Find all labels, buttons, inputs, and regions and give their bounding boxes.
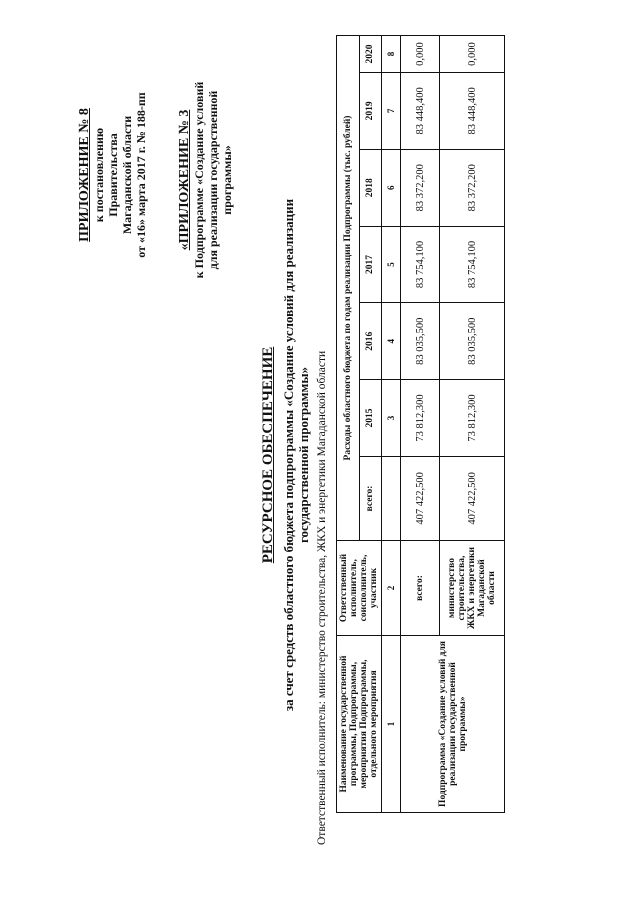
col-number-7: 7 bbox=[382, 73, 401, 150]
header-year-2018: 2018 bbox=[359, 149, 382, 226]
value-cell: 83 035,500 bbox=[440, 303, 505, 380]
value-cell: 83 372,200 bbox=[401, 149, 440, 226]
appendix-8-line2: Магаданской области bbox=[120, 115, 134, 235]
col-number-5: 5 bbox=[382, 226, 401, 303]
col-number-6: 6 bbox=[382, 149, 401, 226]
header-expenses: Расходы областного бюджета по годам реализации Подпрограммы (тыс. рублей) bbox=[337, 36, 360, 541]
appendix-8-title: ПРИЛОЖЕНИЕ № 8 bbox=[77, 108, 92, 242]
appendix-3-line1: к Подпрограмме «Создание условий bbox=[192, 81, 206, 279]
appendix-8-header bbox=[78, 85, 148, 265]
responsible-executor-line: Ответственный исполнитель: министерство строительства, ЖКХ и энергетики Магаданской области bbox=[316, 350, 328, 845]
header-year-2020: 2020 bbox=[359, 36, 382, 73]
header-year-2015: 2015 bbox=[359, 380, 382, 457]
document-title-block bbox=[260, 165, 311, 745]
appendix-3-line2: для реализации государственной bbox=[206, 90, 220, 270]
value-cell: 0,000 bbox=[440, 36, 505, 73]
document-title: РЕСУРСНОЕ ОБЕСПЕЧЕНИЕ bbox=[260, 346, 276, 564]
appendix-3-title: «ПРИЛОЖЕНИЕ № 3 bbox=[177, 109, 192, 251]
value-cell: 83 754,100 bbox=[401, 226, 440, 303]
value-cell: 83 448,400 bbox=[440, 73, 505, 150]
header-year-2017: 2017 bbox=[359, 226, 382, 303]
value-cell: 407 422,500 bbox=[401, 456, 440, 540]
col-number-3: 3 bbox=[382, 380, 401, 457]
header-name: Наименование государственной программы, Подпрограммы, мероприятия Подпрограммы, отдельного мероприятия bbox=[337, 636, 382, 813]
header-year-total: всего: bbox=[359, 456, 382, 540]
value-cell: 407 422,500 bbox=[440, 456, 505, 540]
value-cell: 83 372,200 bbox=[440, 149, 505, 226]
row-executor: министерство строительства, ЖКХ и энергетики Магаданской области bbox=[440, 541, 505, 636]
appendix-3-header bbox=[178, 55, 234, 305]
col-number-blank bbox=[382, 456, 401, 540]
document-subtitle: за счет средств областного бюджета подпрограммы «Создание условий для реализации государственной программы» bbox=[281, 198, 311, 712]
value-cell: 0,000 bbox=[401, 36, 440, 73]
header-year-2016: 2016 bbox=[359, 303, 382, 380]
appendix-3-line3: программы» bbox=[220, 145, 234, 215]
col-number-2: 2 bbox=[382, 541, 401, 636]
value-cell: 73 812,300 bbox=[401, 380, 440, 457]
value-cell: 73 812,300 bbox=[440, 380, 505, 457]
header-executor: Ответственный исполнитель, соисполнитель, участник bbox=[337, 541, 382, 636]
subprogram-name: Подпрограмма «Создание условий для реализации государственной программы» bbox=[401, 636, 505, 813]
col-number-8: 8 bbox=[382, 36, 401, 73]
appendix-8-line1: к постановлению Правительства bbox=[92, 127, 120, 223]
value-cell: 83 754,100 bbox=[440, 226, 505, 303]
resource-table bbox=[336, 35, 505, 813]
appendix-8-line3: от «16» марта 2017 г. № 188-пп bbox=[134, 92, 148, 258]
col-number-1: 1 bbox=[382, 636, 401, 813]
value-cell: 83 448,400 bbox=[401, 73, 440, 150]
value-cell: 83 035,500 bbox=[401, 303, 440, 380]
header-year-2019: 2019 bbox=[359, 73, 382, 150]
row-executor: всего: bbox=[401, 541, 440, 636]
col-number-4: 4 bbox=[382, 303, 401, 380]
table-row bbox=[401, 36, 440, 813]
